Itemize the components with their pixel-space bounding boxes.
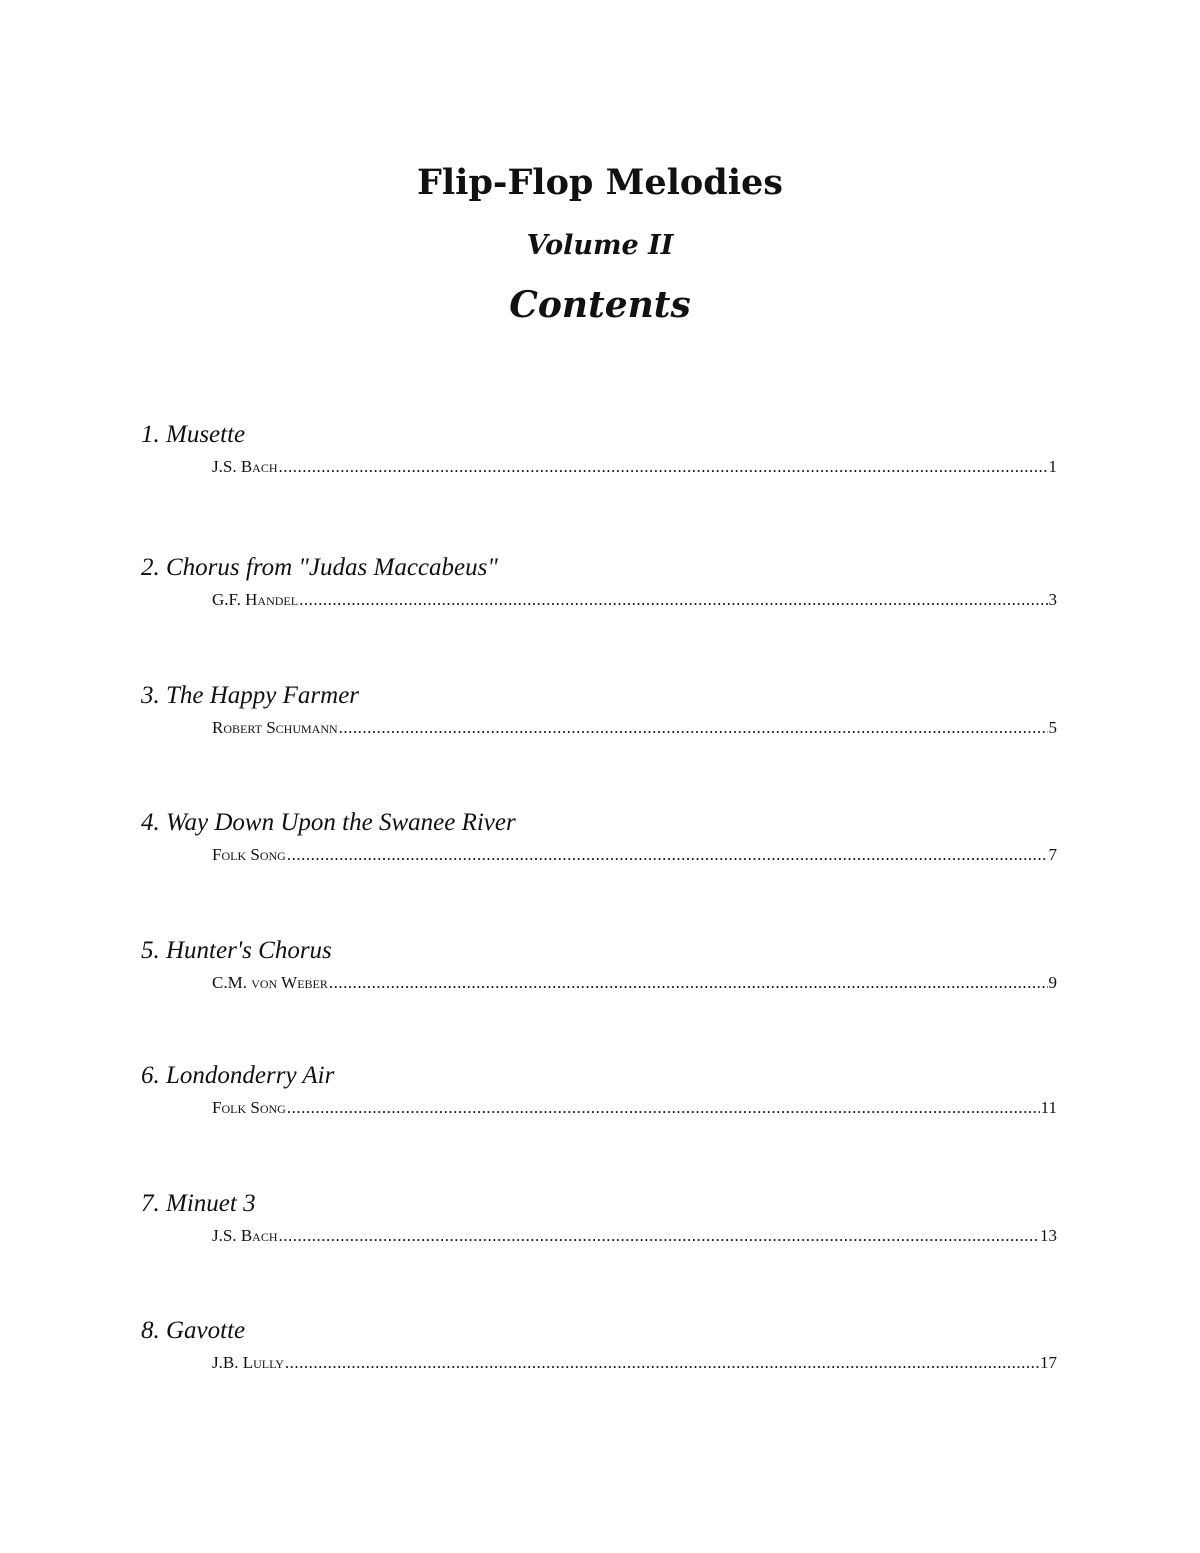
entry-composer: Folk Song: [212, 1098, 286, 1117]
toc-entry: [141, 681, 1057, 739]
contents-heading: Contents: [509, 284, 691, 326]
entry-page-number: 7: [1048, 845, 1057, 864]
entry-title: 5. Hunter's Chorus: [141, 937, 332, 964]
dot-leader: [287, 1097, 1040, 1119]
entry-composer: Robert Schumann: [212, 718, 338, 737]
document-title: Flip-Flop Melodies: [417, 162, 783, 203]
entry-page-number: 3: [1048, 590, 1057, 609]
entry-title: 1. Musette: [141, 421, 246, 448]
entry-title: 2. Chorus from "Judas Maccabeus": [141, 554, 498, 581]
entry-line: [212, 1352, 1057, 1374]
entry-title: 3. The Happy Farmer: [141, 682, 360, 709]
dot-leader: [287, 844, 1048, 866]
entry-title: 8. Gavotte: [141, 1317, 246, 1344]
entry-composer: J.S. Bach: [212, 1226, 278, 1245]
entry-page-number: 17: [1040, 1353, 1057, 1372]
entry-page-number: 13: [1040, 1226, 1057, 1245]
dot-leader: [285, 1352, 1039, 1374]
toc-entry: [141, 936, 1057, 994]
entry-title: 4. Way Down Upon the Swanee River: [141, 809, 516, 836]
dot-leader: [329, 972, 1048, 994]
toc-entry: [141, 1061, 1057, 1119]
entry-title: 6. Londonderry Air: [141, 1062, 335, 1089]
entry-line: [212, 589, 1057, 611]
entry-page-number: 11: [1040, 1098, 1057, 1117]
toc-entry: [141, 1316, 1057, 1374]
toc-entry: [141, 420, 1057, 478]
dot-leader: [279, 1225, 1040, 1247]
entry-composer: J.S. Bach: [212, 457, 278, 476]
entry-composer: G.F. Handel: [212, 590, 299, 609]
dot-leader: [279, 456, 1048, 478]
entry-line: [212, 717, 1057, 739]
dot-leader: [299, 589, 1047, 611]
entry-composer: C.M. von Weber: [212, 973, 328, 992]
entry-line: [212, 456, 1057, 478]
toc-entry: [141, 553, 1057, 611]
entry-page-number: 9: [1048, 973, 1057, 992]
entry-composer: Folk Song: [212, 845, 286, 864]
toc-entry: [141, 808, 1057, 866]
entry-page-number: 5: [1048, 718, 1057, 737]
entry-composer: J.B. Lully: [212, 1353, 284, 1372]
entry-page-number: 1: [1048, 457, 1057, 476]
entry-title: 7. Minuet 3: [141, 1190, 256, 1217]
entry-line: [212, 1097, 1057, 1119]
entry-line: [212, 844, 1057, 866]
entry-line: [212, 1225, 1057, 1247]
volume-subtitle: Volume II: [526, 230, 674, 261]
toc-entry: [141, 1189, 1057, 1247]
entry-line: [212, 972, 1057, 994]
dot-leader: [339, 717, 1048, 739]
